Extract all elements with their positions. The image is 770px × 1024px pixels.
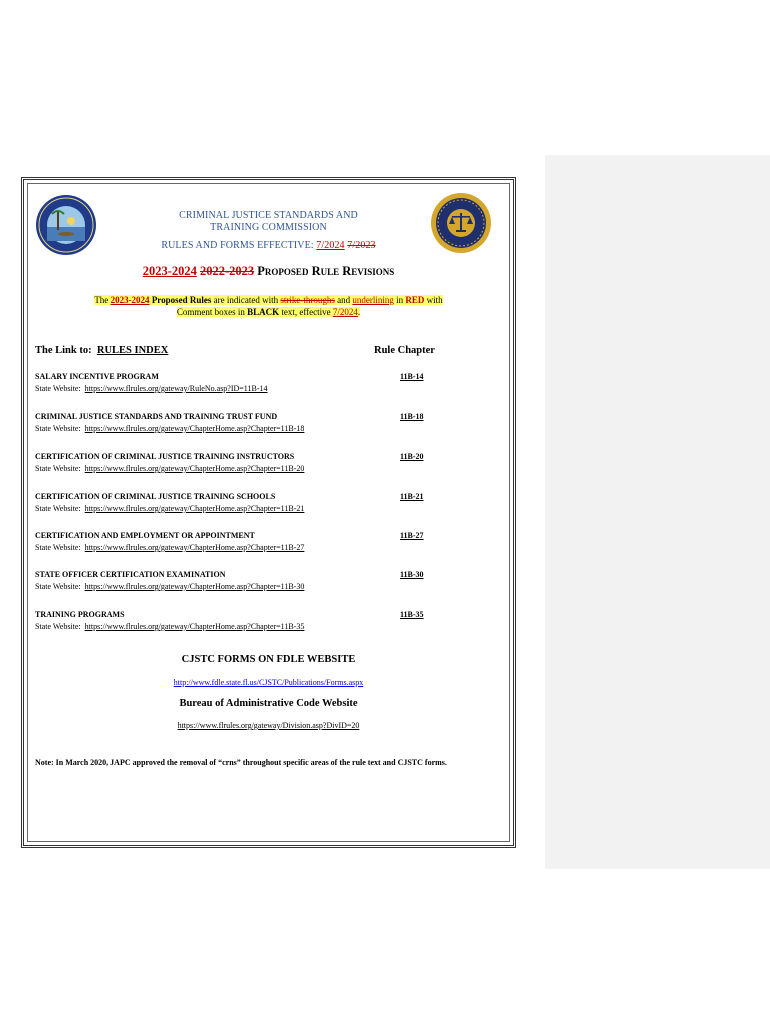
rule-name: STATE OFFICER CERTIFICATION EXAMINATION bbox=[35, 570, 226, 579]
forms-heading: CJSTC FORMS ON FDLE WEBSITE bbox=[181, 654, 356, 665]
state-website-line bbox=[35, 622, 304, 631]
legend-text: with bbox=[426, 295, 443, 305]
state-website-line bbox=[35, 582, 304, 591]
state-website-link[interactable]: https://www.flrules.org/gateway/ChapterHome.asp?Chapter=11B-30 bbox=[84, 582, 305, 591]
state-website-link[interactable]: https://www.flrules.org/gateway/RuleNo.asp?ID=11B-14 bbox=[84, 384, 268, 393]
header-line-2: TRAINING COMMISSION bbox=[210, 222, 327, 233]
state-website-link[interactable]: https://www.flrules.org/gateway/ChapterHome.asp?Chapter=11B-35 bbox=[84, 622, 305, 631]
rule-chapter-link[interactable]: 11B-21 bbox=[400, 492, 424, 501]
rule-name: CERTIFICATION OF CRIMINAL JUSTICE TRAINING SCHOOLS bbox=[35, 492, 276, 501]
rule-name: SALARY INCENTIVE PROGRAM bbox=[35, 372, 159, 381]
rule-chapter-header: Rule Chapter bbox=[374, 345, 435, 356]
state-website-label: State Website: bbox=[35, 543, 81, 552]
state-website-label: State Website: bbox=[35, 464, 81, 473]
effective-old-date: 7/2023 bbox=[347, 240, 376, 251]
legend-underline-sample: underlining bbox=[352, 295, 394, 305]
effective-new-date: 7/2024 bbox=[316, 240, 345, 251]
header-line-1: CRIMINAL JUSTICE STANDARDS AND bbox=[179, 210, 358, 221]
rule-chapter-link[interactable]: 11B-14 bbox=[400, 372, 424, 381]
state-website-line bbox=[35, 464, 304, 473]
rule-name: CRIMINAL JUSTICE STANDARDS AND TRAINING TRUST FUND bbox=[35, 412, 278, 421]
legend-line-2 bbox=[177, 307, 360, 317]
state-website-label: State Website: bbox=[35, 504, 81, 513]
state-website-line bbox=[35, 384, 268, 393]
state-website-link[interactable]: https://www.flrules.org/gateway/ChapterHome.asp?Chapter=11B-20 bbox=[84, 464, 305, 473]
legend-years: 2023-2024 bbox=[110, 295, 150, 305]
legend-text: The bbox=[94, 295, 109, 305]
bureau-link[interactable]: https://www.flrules.org/gateway/Division.asp?DivID=20 bbox=[177, 721, 360, 730]
legend-line-1 bbox=[94, 295, 442, 305]
state-website-line bbox=[35, 504, 304, 513]
legend-text: and bbox=[337, 295, 351, 305]
rule-chapter-link[interactable]: 11B-35 bbox=[400, 610, 424, 619]
header-effective-line bbox=[28, 240, 509, 251]
legend-proposed-rules: Proposed Rules bbox=[151, 295, 212, 305]
legend-black-word: BLACK bbox=[247, 307, 280, 317]
legend-text: text, effective bbox=[281, 307, 331, 317]
effective-label: RULES AND FORMS EFFECTIVE: bbox=[161, 240, 314, 251]
legend-date: 7/2024 bbox=[332, 307, 358, 317]
legend-text: in bbox=[396, 295, 404, 305]
rules-index-label: The Link to: bbox=[35, 345, 92, 356]
rule-chapter-link[interactable]: 11B-20 bbox=[400, 452, 424, 461]
document-frame bbox=[21, 177, 516, 848]
legend-strike-sample: strike-throughs bbox=[280, 295, 335, 305]
state-website-link[interactable]: https://www.flrules.org/gateway/ChapterHome.asp?Chapter=11B-27 bbox=[84, 543, 305, 552]
forms-link[interactable]: http://www.fdle.state.fl.us/CJSTC/Publications/Forms.aspx bbox=[173, 678, 364, 687]
state-website-link[interactable]: https://www.flrules.org/gateway/ChapterHome.asp?Chapter=11B-18 bbox=[84, 424, 305, 433]
note-text: Note: In March 2020, JAPC approved the removal of “crns” throughout specific areas of the rule text and CJSTC forms. bbox=[35, 758, 447, 767]
rule-chapter-link[interactable]: 11B-18 bbox=[400, 412, 424, 421]
bureau-heading: Bureau of Administrative Code Website bbox=[179, 698, 358, 709]
state-website-label: State Website: bbox=[35, 622, 81, 631]
comment-pane bbox=[545, 155, 770, 869]
state-website-label: State Website: bbox=[35, 424, 81, 433]
state-website-label: State Website: bbox=[35, 582, 81, 591]
state-website-label: State Website: bbox=[35, 384, 81, 393]
legend-text: are indicated with bbox=[213, 295, 279, 305]
document-title bbox=[28, 264, 509, 279]
legend-text: . bbox=[357, 307, 361, 317]
rule-name: CERTIFICATION OF CRIMINAL JUSTICE TRAINING INSTRUCTORS bbox=[35, 452, 295, 461]
title-new-years: 2023-2024 bbox=[142, 264, 197, 278]
rule-name: CERTIFICATION AND EMPLOYMENT OR APPOINTMENT bbox=[35, 531, 255, 540]
rule-chapter-link[interactable]: 11B-27 bbox=[400, 531, 424, 540]
rules-index-link[interactable]: RULES INDEX bbox=[96, 345, 169, 356]
revision-legend bbox=[28, 294, 509, 318]
rule-name: TRAINING PROGRAMS bbox=[35, 610, 125, 619]
legend-red-word: RED bbox=[405, 295, 425, 305]
rules-index-line bbox=[35, 345, 168, 356]
state-website-link[interactable]: https://www.flrules.org/gateway/ChapterHome.asp?Chapter=11B-21 bbox=[84, 504, 305, 513]
title-text: Proposed Rule Revisions bbox=[257, 264, 395, 278]
legend-text: Comment boxes in bbox=[176, 307, 245, 317]
state-website-line bbox=[35, 424, 304, 433]
document-inner-border bbox=[27, 183, 510, 842]
state-website-line bbox=[35, 543, 304, 552]
rule-chapter-link[interactable]: 11B-30 bbox=[400, 570, 424, 579]
title-old-years: 2022-2023 bbox=[200, 264, 255, 278]
